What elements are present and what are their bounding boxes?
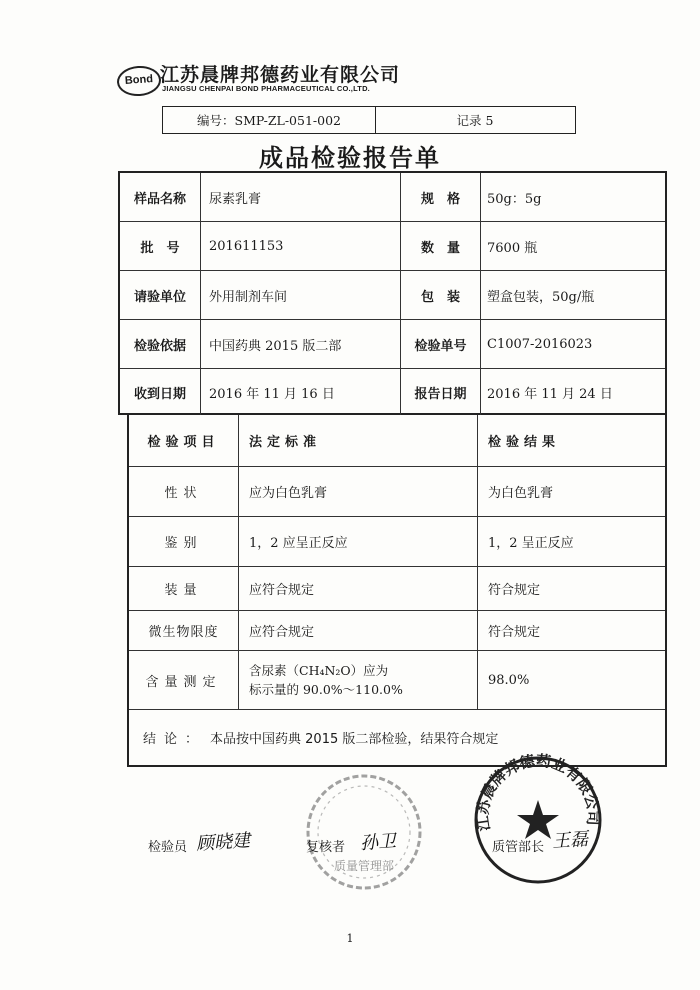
results-header-row (129, 415, 665, 467)
info-row (120, 369, 665, 415)
item-name: 含量测定 (129, 651, 239, 709)
sample-name-value: 尿素乳膏 (201, 173, 401, 221)
header-item: 检验项目 (129, 415, 239, 466)
order-value: C1007-2016023 (487, 336, 593, 352)
item-standard: 应为白色乳膏 (239, 467, 478, 516)
spec-label: 规 格 (401, 173, 481, 221)
info-row (120, 320, 665, 369)
company-logo: Bond (116, 65, 162, 98)
table-row (129, 567, 665, 611)
item-standard (239, 651, 478, 709)
company-seal (470, 752, 606, 888)
report-title: 成品检验报告单 (259, 144, 441, 172)
order-label: 检验单号 (401, 320, 481, 368)
item-result: 为白色乳膏 (488, 486, 554, 501)
page-number: 1 (346, 932, 354, 945)
item-standard: 应符合规定 (239, 567, 478, 610)
report-date-label: 报告日期 (401, 369, 481, 415)
table-row (129, 651, 665, 710)
conclusion-label: 结论： (143, 732, 207, 747)
item-name: 装量 (129, 567, 239, 610)
reviewer-signature: 孙卫 (359, 830, 397, 855)
item-result: 98.0% (488, 672, 530, 688)
manager-signature: 王磊 (551, 828, 589, 853)
dept-label: 请验单位 (120, 271, 201, 319)
info-row (120, 271, 665, 320)
item-standard: 1，2 应呈正反应 (239, 517, 478, 566)
report-date-value: 2016 年 11 月 24 日 (487, 386, 613, 402)
record-number: 记录 5 (456, 113, 494, 128)
item-name: 鉴别 (129, 517, 239, 566)
company-seal-text: 江苏晨牌邦德药业有限公司 (473, 752, 603, 833)
table-row (129, 467, 665, 517)
header-standard: 法定标准 (239, 415, 478, 466)
package-label: 包 装 (401, 271, 481, 319)
table-row (129, 517, 665, 567)
quantity-label: 数 量 (401, 222, 481, 270)
info-table (118, 171, 667, 415)
table-row (129, 611, 665, 651)
package-value: 塑盒包装，50g/瓶 (487, 289, 595, 305)
info-row (120, 222, 665, 271)
conclusion-text: 本品按中国药典 2015 版二部检验，结果符合规定 (210, 732, 499, 747)
dept-value: 外用制剂车间 (201, 271, 401, 319)
header-result: 检验结果 (488, 435, 561, 450)
basis-label: 检验依据 (120, 320, 201, 368)
standard-line-2: 标示量的 90.0%～110.0% (249, 682, 403, 697)
received-date-label: 收到日期 (120, 369, 201, 415)
qa-seal-text: 质量管理部 (333, 859, 395, 873)
reviewer-label: 复核者 (306, 840, 346, 855)
batch-label: 批 号 (120, 222, 201, 270)
basis-value: 中国药典 2015 版二部 (201, 320, 401, 368)
company-name-en: JIANGSU CHENPAI BOND PHARMACEUTICAL CO.,LTD. (162, 84, 370, 93)
inspector-signature: 顾晓建 (195, 830, 251, 855)
item-name: 性状 (129, 467, 239, 516)
item-name: 微生物限度 (129, 611, 239, 650)
item-result: 1，2 呈正反应 (488, 536, 574, 551)
item-result: 符合规定 (488, 625, 541, 640)
standard-line-1: 含尿素（CH₄N₂O）应为 (249, 663, 389, 678)
inspector-label: 检验员 (148, 840, 188, 855)
item-result: 符合规定 (488, 583, 541, 598)
spec-value: 50g：5g (487, 191, 542, 207)
results-table (127, 415, 667, 767)
quantity-value: 7600 瓶 (487, 240, 538, 256)
document-code: 编号：SMP-ZL-051-002 (163, 107, 376, 133)
info-row (120, 173, 665, 222)
manager-label: 质管部长 (492, 840, 545, 855)
document-code-box (162, 106, 576, 134)
batch-value: 201611153 (201, 222, 401, 270)
item-standard: 应符合规定 (239, 611, 478, 650)
received-date-value: 2016 年 11 月 16 日 (201, 369, 401, 415)
sample-name-label: 样品名称 (120, 173, 201, 221)
company-name-cn: 江苏晨牌邦德药业有限公司 (160, 64, 401, 86)
